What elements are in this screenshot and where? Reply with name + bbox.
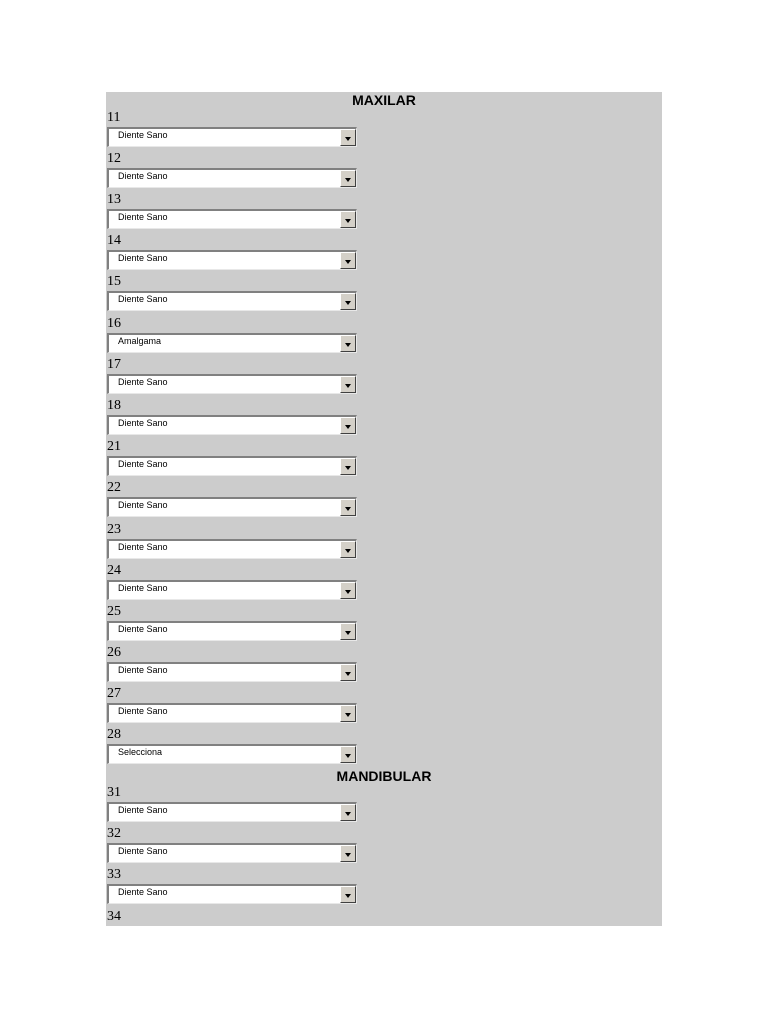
tooth-12-selected-value: Diente Sano (118, 171, 168, 181)
tooth-number-12: 12 (107, 151, 121, 166)
dropdown-button[interactable] (340, 293, 356, 310)
tooth-number-27: 27 (107, 686, 121, 701)
tooth-number-25: 25 (107, 604, 121, 619)
tooth-18-selected-value: Diente Sano (118, 418, 168, 428)
tooth-17-selected-value: Diente Sano (118, 377, 168, 387)
dropdown-button[interactable] (340, 170, 356, 187)
chevron-down-icon (345, 137, 351, 141)
chevron-down-icon (345, 425, 351, 429)
tooth-12-select[interactable] (107, 168, 357, 188)
tooth-number-18: 18 (107, 398, 121, 413)
chevron-down-icon (345, 713, 351, 717)
chevron-down-icon (345, 853, 351, 857)
chevron-down-icon (345, 549, 351, 553)
tooth-11-select[interactable] (107, 127, 357, 147)
tooth-14-select[interactable] (107, 250, 357, 270)
tooth-13-select[interactable] (107, 209, 357, 229)
tooth-number-17: 17 (107, 357, 121, 372)
tooth-number-22: 22 (107, 480, 121, 495)
tooth-28-select[interactable] (107, 744, 357, 764)
odontogram-panel (106, 92, 662, 926)
tooth-number-32: 32 (107, 826, 121, 841)
chevron-down-icon (345, 894, 351, 898)
tooth-23-selected-value: Diente Sano (118, 542, 168, 552)
dropdown-button[interactable] (340, 335, 356, 352)
section-title-mandibular: MANDIBULAR (336, 768, 432, 784)
chevron-down-icon (345, 384, 351, 388)
tooth-number-13: 13 (107, 192, 121, 207)
tooth-18-select[interactable] (107, 415, 357, 435)
dropdown-button[interactable] (340, 845, 356, 862)
dropdown-button[interactable] (340, 746, 356, 763)
tooth-33-select[interactable] (107, 884, 357, 904)
dropdown-button[interactable] (340, 129, 356, 146)
dropdown-button[interactable] (340, 211, 356, 228)
chevron-down-icon (345, 507, 351, 511)
tooth-26-selected-value: Diente Sano (118, 665, 168, 675)
tooth-28-selected-value: Selecciona (118, 747, 163, 757)
tooth-31-selected-value: Diente Sano (118, 805, 168, 815)
tooth-number-11: 11 (107, 110, 121, 125)
tooth-14-selected-value: Diente Sano (118, 253, 168, 263)
tooth-number-21: 21 (107, 439, 121, 454)
tooth-number-24: 24 (107, 563, 121, 578)
tooth-23-select[interactable] (107, 539, 357, 559)
dropdown-button[interactable] (340, 804, 356, 821)
chevron-down-icon (345, 590, 351, 594)
tooth-32-selected-value: Diente Sano (118, 846, 168, 856)
tooth-21-selected-value: Diente Sano (118, 459, 168, 469)
tooth-13-selected-value: Diente Sano (118, 212, 168, 222)
chevron-down-icon (345, 631, 351, 635)
tooth-16-selected-value: Amalgama (118, 336, 162, 346)
tooth-number-28: 28 (107, 727, 121, 742)
chevron-down-icon (345, 754, 351, 758)
dropdown-button[interactable] (340, 417, 356, 434)
tooth-number-14: 14 (107, 233, 121, 248)
tooth-22-select[interactable] (107, 497, 357, 517)
tooth-25-select[interactable] (107, 621, 357, 641)
tooth-16-select[interactable] (107, 333, 357, 353)
tooth-number-16: 16 (107, 316, 121, 331)
tooth-15-selected-value: Diente Sano (118, 294, 168, 304)
chevron-down-icon (345, 812, 351, 816)
tooth-24-select[interactable] (107, 580, 357, 600)
tooth-17-select[interactable] (107, 374, 357, 394)
tooth-number-31: 31 (107, 785, 121, 800)
tooth-number-26: 26 (107, 645, 121, 660)
dropdown-button[interactable] (340, 664, 356, 681)
tooth-26-select[interactable] (107, 662, 357, 682)
tooth-number-23: 23 (107, 522, 121, 537)
tooth-number-15: 15 (107, 274, 121, 289)
dropdown-button[interactable] (340, 541, 356, 558)
chevron-down-icon (345, 219, 351, 223)
chevron-down-icon (345, 178, 351, 182)
dropdown-button[interactable] (340, 376, 356, 393)
tooth-25-selected-value: Diente Sano (118, 624, 168, 634)
dropdown-button[interactable] (340, 582, 356, 599)
tooth-11-selected-value: Diente Sano (118, 130, 168, 140)
dropdown-button[interactable] (340, 499, 356, 516)
dropdown-button[interactable] (340, 623, 356, 640)
tooth-24-selected-value: Diente Sano (118, 583, 168, 593)
chevron-down-icon (345, 343, 351, 347)
tooth-15-select[interactable] (107, 291, 357, 311)
tooth-31-select[interactable] (107, 802, 357, 822)
chevron-down-icon (345, 260, 351, 264)
tooth-22-selected-value: Diente Sano (118, 500, 168, 510)
tooth-21-select[interactable] (107, 456, 357, 476)
tooth-number-33: 33 (107, 867, 121, 882)
dropdown-button[interactable] (340, 705, 356, 722)
chevron-down-icon (345, 301, 351, 305)
chevron-down-icon (345, 672, 351, 676)
dropdown-button[interactable] (340, 886, 356, 903)
tooth-32-select[interactable] (107, 843, 357, 863)
chevron-down-icon (345, 466, 351, 470)
dropdown-button[interactable] (340, 458, 356, 475)
tooth-number-34: 34 (107, 909, 121, 924)
section-title-maxilar: MAXILAR (352, 92, 416, 108)
dropdown-button[interactable] (340, 252, 356, 269)
tooth-27-selected-value: Diente Sano (118, 706, 168, 716)
tooth-27-select[interactable] (107, 703, 357, 723)
tooth-33-selected-value: Diente Sano (118, 887, 168, 897)
